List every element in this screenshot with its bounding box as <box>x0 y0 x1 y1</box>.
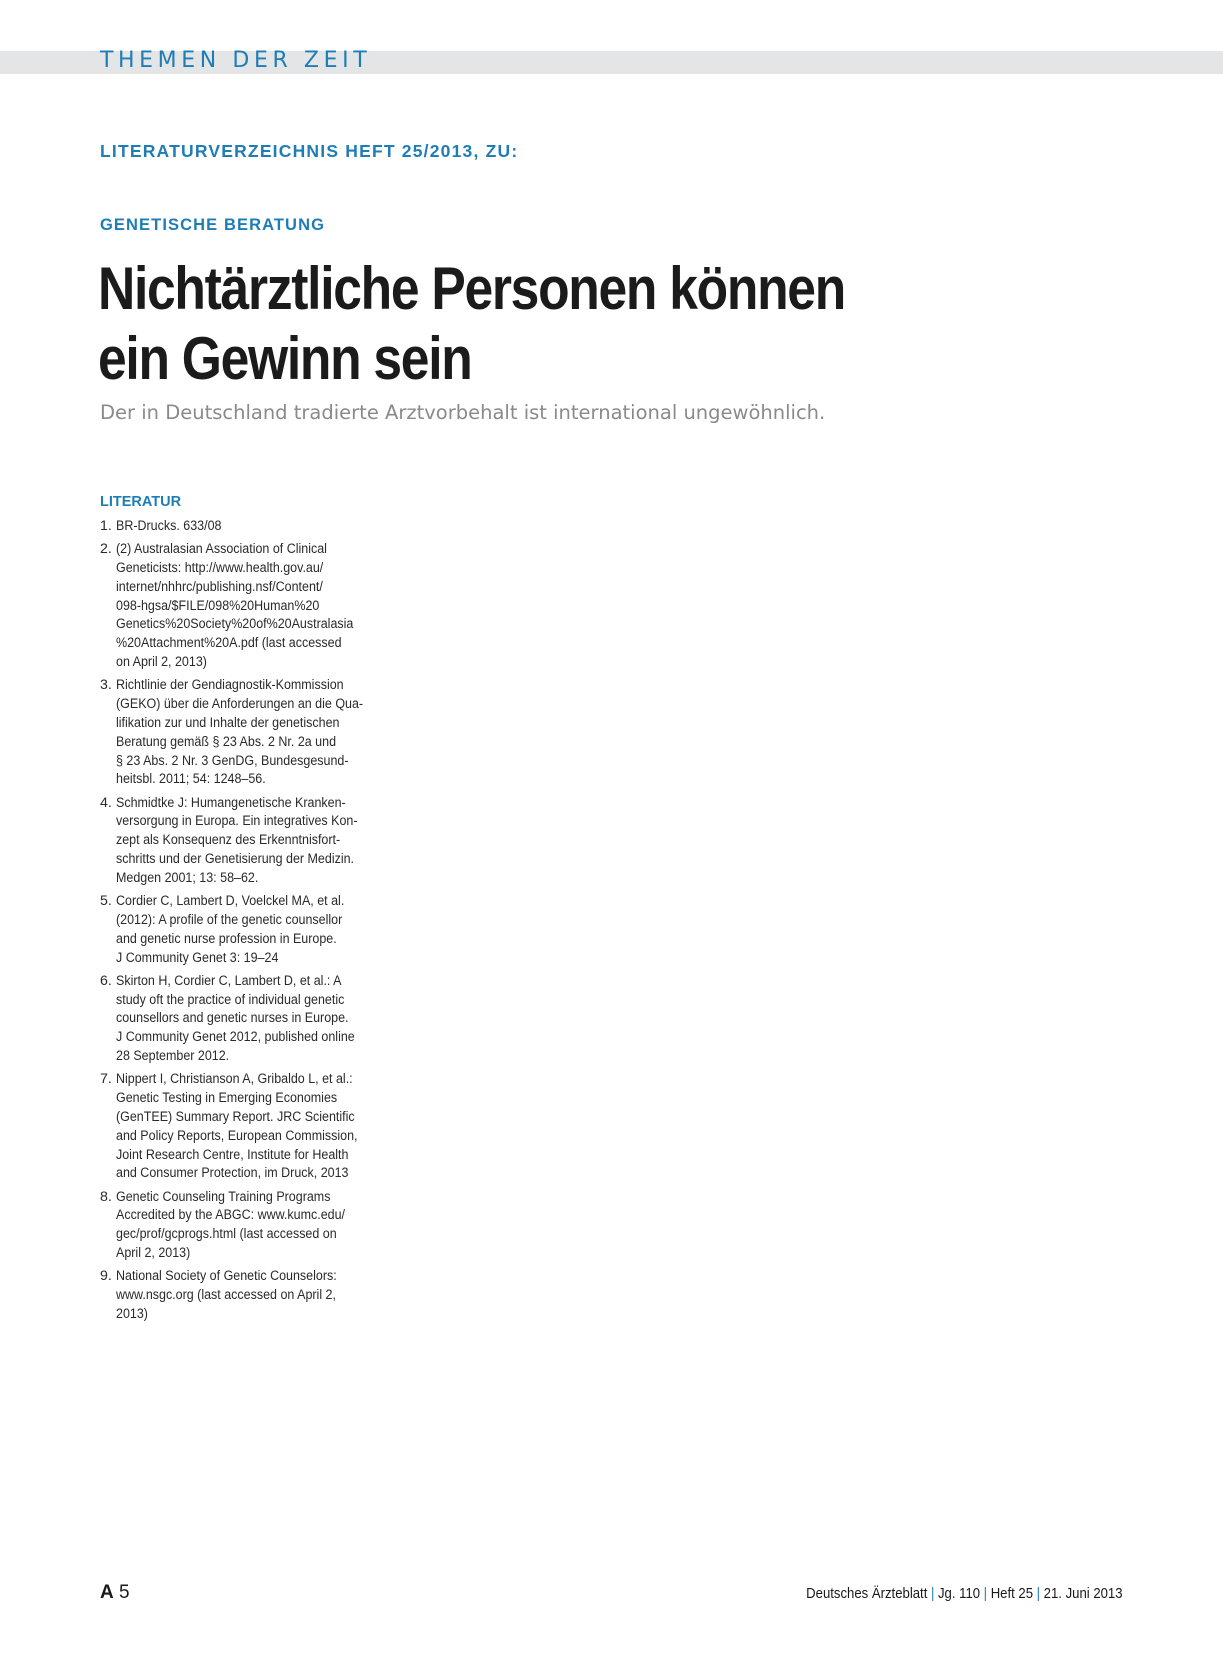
article-kicker: GENETISCHE BERATUNG <box>100 216 326 234</box>
reference-text-line: study oft the practice of individual genetic <box>116 991 345 1008</box>
reference-list <box>100 517 390 1328</box>
reference-text-line: (2012): A profile of the genetic counsellor <box>116 911 343 928</box>
reference-text-line: Medgen 2001; 13: 58–62. <box>116 869 259 886</box>
footer-separator: | <box>984 1586 988 1602</box>
journal-volume: Jg. 110 <box>938 1586 981 1602</box>
reference-text-line: Accredited by the ABGC: www.kumc.edu/ <box>116 1207 345 1224</box>
reference-number: 7. <box>100 1071 112 1088</box>
reference-text-line: Genetic Counseling Training Programs <box>116 1188 331 1205</box>
reference-text-line: and genetic nurse profession in Europe. <box>116 930 337 947</box>
reference-item <box>100 1070 390 1183</box>
reference-item <box>100 794 390 888</box>
reference-text-line: Cordier C, Lambert D, Voelckel MA, et al. <box>116 893 345 910</box>
reference-number: 8. <box>100 1188 112 1205</box>
reference-item <box>100 676 390 789</box>
headline-line-1: Nichtärztliche Personen können <box>98 255 845 322</box>
reference-text-line: Nippert I, Christianson A, Gribaldo L, et al.: <box>116 1071 353 1088</box>
reference-number: 1. <box>100 518 112 534</box>
reference-text-line: counsellors and genetic nurses in Europe. <box>116 1010 349 1027</box>
reference-text-line: internet/nhhrc/publishing.nsf/Content/ <box>116 578 323 595</box>
reference-text-line: and Policy Reports, European Commission, <box>116 1127 358 1144</box>
journal-date: 21. Juni 2013 <box>1044 1586 1123 1602</box>
reference-text-line: § 23 Abs. 2 Nr. 3 GenDG, Bundesgesund- <box>116 752 349 769</box>
journal-footer <box>807 1584 1123 1604</box>
reference-text-line: Genetic Testing in Emerging Economies <box>116 1090 338 1107</box>
section-label: THEMEN DER ZEIT <box>100 48 372 73</box>
reference-text-line: lifikation zur und Inhalte der genetischen <box>116 714 340 731</box>
reference-text-line: zept als Konsequenz des Erkenntnisfort- <box>116 832 341 849</box>
reference-number: 6. <box>100 972 112 989</box>
reference-text-line: (GenTEE) Summary Report. JRC Scientific <box>116 1108 355 1125</box>
journal-issue: Heft 25 <box>991 1586 1034 1602</box>
reference-number: 3. <box>100 677 112 694</box>
reference-text-line: Joint Research Centre, Institute for Health <box>116 1146 349 1163</box>
reference-text-line: BR-Drucks. 633/08 <box>116 518 222 534</box>
reference-text-line: April 2, 2013) <box>116 1244 191 1261</box>
reference-text-line: J Community Genet 3: 19–24 <box>116 949 279 966</box>
footer-separator: | <box>1037 1586 1041 1602</box>
reference-item <box>100 540 390 672</box>
reference-text-line: versorgung in Europa. Ein integratives Kon- <box>116 813 358 830</box>
reference-number: 2. <box>100 541 112 558</box>
headline-line-2: ein Gewinn sein <box>98 325 472 392</box>
footer-separator: | <box>931 1586 935 1602</box>
reference-text-line: and Consumer Protection, im Druck, 2013 <box>116 1165 349 1182</box>
reference-text-line: National Society of Genetic Counselors: <box>116 1268 337 1285</box>
reference-number: 5. <box>100 893 112 910</box>
reference-text-line: Richtlinie der Gendiagnostik-Kommission <box>116 677 344 694</box>
reference-item <box>100 972 390 1066</box>
page-prefix: A <box>100 1582 114 1603</box>
journal-name: Deutsches Ärzteblatt <box>806 1586 928 1602</box>
reference-text-line: heitsbl. 2011; 54: 1248–56. <box>116 771 266 788</box>
reference-item <box>100 1267 390 1323</box>
page-number-value: 5 <box>119 1582 130 1603</box>
reference-text-line: Geneticists: http://www.health.gov.au/ <box>116 560 324 577</box>
reference-text-line: Beratung gemäß § 23 Abs. 2 Nr. 2a und <box>116 733 337 750</box>
reference-number: 9. <box>100 1268 112 1285</box>
reference-text-line: schritts und der Genetisierung der Medizin. <box>116 851 355 868</box>
reference-text-line: gec/prof/gcprogs.html (last accessed on <box>116 1226 337 1243</box>
reference-text-line: Schmidtke J: Humangenetische Kranken- <box>116 794 346 811</box>
reference-text-line: 2013) <box>116 1305 148 1322</box>
reference-text-line: www.nsgc.org (last accessed on April 2, <box>116 1287 336 1304</box>
article-headline <box>98 254 845 394</box>
reference-item <box>100 892 390 967</box>
reference-text-line: on April 2, 2013) <box>116 654 207 671</box>
literature-label: LITERATUR <box>100 494 182 510</box>
reference-text-line: %20Attachment%20A.pdf (last accessed <box>116 635 342 652</box>
literature-header: LITERATURVERZEICHNIS HEFT 25/2013, ZU: <box>100 141 519 161</box>
reference-text-line: Genetics%20Society%20of%20Australasia <box>116 616 354 633</box>
reference-text-line: (2) Australasian Association of Clinical <box>116 541 327 558</box>
reference-item <box>100 517 390 536</box>
reference-item <box>100 1188 390 1263</box>
reference-text-line: J Community Genet 2012, published online <box>116 1029 355 1046</box>
reference-text-line: Skirton H, Cordier C, Lambert D, et al.: A <box>116 972 342 989</box>
page-number <box>100 1581 130 1605</box>
article-subhead: Der in Deutschland tradierte Arztvorbehalt ist international ungewöhnlich. <box>100 401 826 424</box>
reference-text-line: 28 September 2012. <box>116 1048 230 1065</box>
reference-number: 4. <box>100 794 112 811</box>
reference-text-line: (GEKO) über die Anforderungen an die Qua- <box>116 696 364 713</box>
reference-text-line: 098-hgsa/$FILE/098%20Human%20 <box>116 597 320 614</box>
